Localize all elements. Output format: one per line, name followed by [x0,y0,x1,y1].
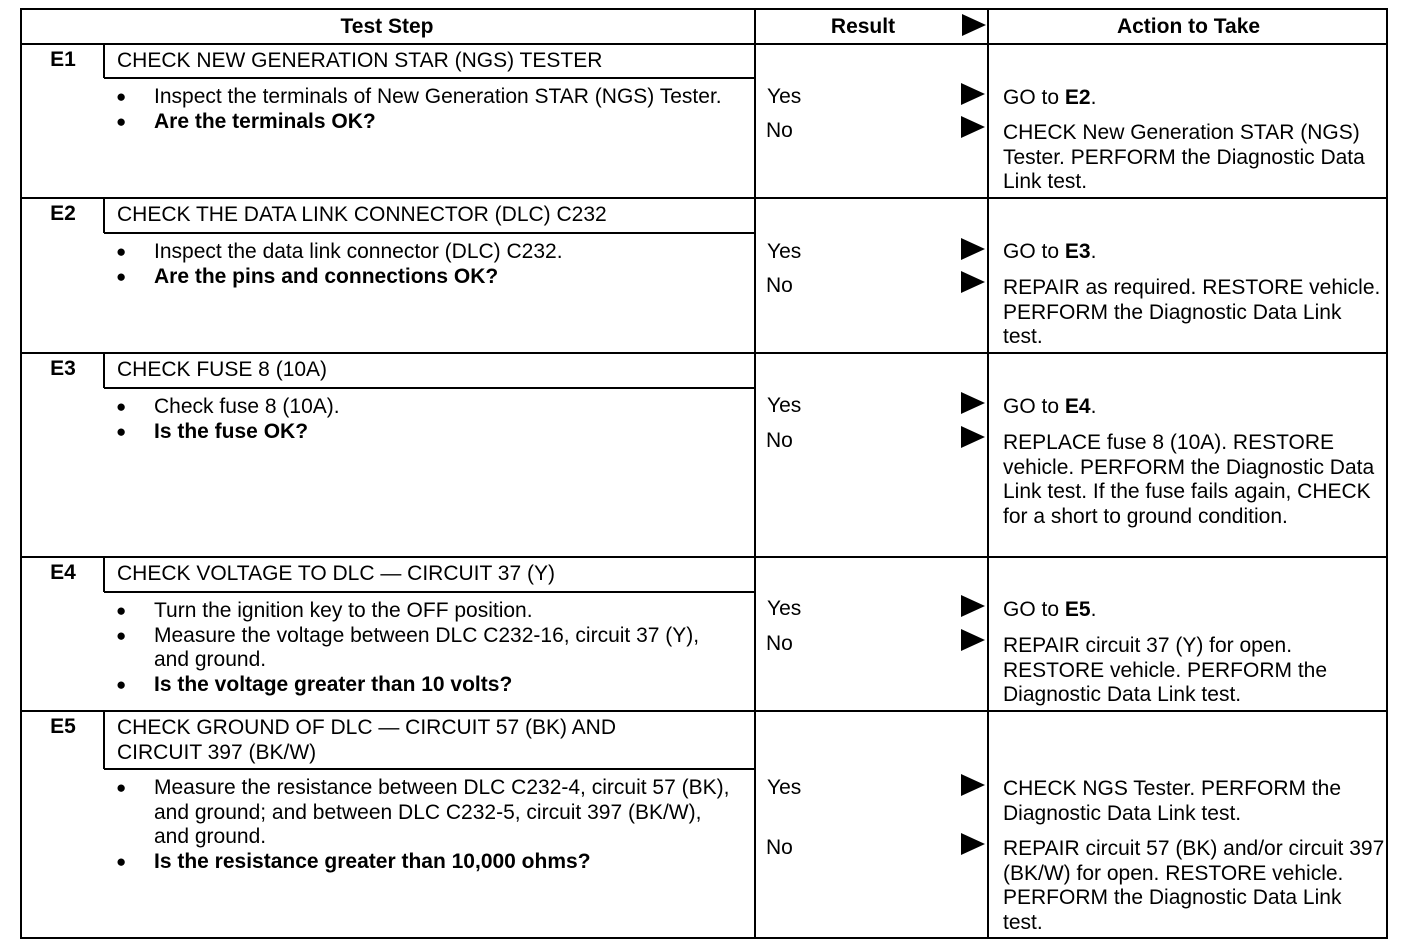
action-yes-step-ref: E3 [1064,240,1091,263]
step-id-e2: E2 [50,202,76,225]
arrow-no-icon [961,271,985,293]
step-title-e4 [117,561,747,586]
arrow-yes-icon [961,83,985,105]
title-divider-e1 [104,77,756,79]
step-question: ● Are the terminals OK? [116,110,736,135]
action-yes-text: CHECK NGS Tester. PERFORM the Diagnostic Data Link test. [1003,777,1342,825]
instruction-item: ● Check fuse 8 (10A). [116,395,736,420]
step-title-line: CHECK VOLTAGE TO DLC — CIRCUIT 37 (Y) [117,562,555,585]
step-instructions-e1 [116,85,736,134]
action-yes-e5 [1003,777,1385,826]
step-instructions-e3 [116,395,736,444]
result-no-e4: No [766,632,793,655]
result-no-e1: No [766,119,793,142]
action-yes-step-ref: E4 [1064,395,1091,418]
result-no-e5: No [766,836,793,859]
action-yes-step-ref: E5 [1064,598,1091,621]
step-title-line: CHECK THE DATA LINK CONNECTOR (DLC) C232 [117,203,607,226]
arrow-yes-icon [961,595,985,617]
column-divider-result [754,8,756,939]
result-no-e3: No [766,429,793,452]
instruction-item: ● Measure the voltage between DLC C232-16, circuit 37 (Y), and ground. [116,624,736,673]
instruction-item: ● Inspect the data link connector (DLC) C232. [116,240,736,265]
action-yes-e1 [1003,86,1385,111]
step-question: ● Are the pins and connections OK? [116,265,736,290]
step-title-line: CHECK FUSE 8 (10A) [117,358,328,381]
instruction-item: ● Turn the ignition key to the OFF position. [116,599,736,624]
arrow-yes-icon [961,774,985,796]
action-yes-text: GO to [1003,395,1060,418]
arrow-no-icon [961,833,985,855]
action-yes-e2 [1003,240,1385,265]
row-divider-e3 [20,556,1388,558]
title-divider-e4 [104,591,756,593]
action-yes-end: . [1090,395,1097,418]
step-id-e5: E5 [50,715,76,738]
step-instructions-e4 [116,599,736,697]
result-yes-e4: Yes [767,597,802,620]
action-no-e5: REPAIR circuit 57 (BK) and/or circuit 397 (BK/W) for open. RESTORE vehicle. PERFORM the Diagnostic Data Link test. [1003,837,1385,934]
step-title-e5 [117,715,747,765]
arrow-yes-icon [961,238,985,260]
result-no-e2: No [766,274,793,297]
action-no-e3: REPLACE fuse 8 (10A). RESTORE vehicle. PERFORM the Diagnostic Data Link test. If the fuse fails again, CHECK for a short to ground condition. [1003,431,1375,528]
result-yes-e1: Yes [767,85,802,108]
title-divider-e3 [104,387,756,389]
step-question: ● Is the voltage greater than 10 volts? [116,673,736,698]
step-title-line: CHECK NEW GENERATION STAR (NGS) TESTER [117,49,603,72]
action-yes-text: GO to [1003,598,1060,621]
action-yes-end: . [1090,598,1097,621]
arrow-no-icon [961,116,985,138]
action-no-e4: REPAIR circuit 37 (Y) for open. RESTORE vehicle. PERFORM the Diagnostic Data Link test. [1003,634,1328,706]
action-no-e2: REPAIR as required. RESTORE vehicle. PERFORM the Diagnostic Data Link test. [1003,276,1381,348]
step-instructions-e2 [116,240,736,289]
step-id-e3: E3 [50,357,76,380]
instruction-item: ● Measure the resistance between DLC C232-4, circuit 57 (BK), and ground; and between DLC C232-5, circuit 397 (BK/W), and ground. [116,776,736,850]
arrow-no-icon [961,629,985,651]
row-divider-e2 [20,352,1388,354]
result-yes-e5: Yes [767,776,802,799]
header-result: Result [830,15,896,38]
arrow-no-icon [961,426,985,448]
action-yes-text: GO to [1003,86,1060,109]
step-title-e3 [117,357,747,382]
action-yes-e4 [1003,598,1385,623]
step-id-e1: E1 [50,48,76,71]
header-action: Action to Take [1116,15,1261,38]
action-yes-end: . [1090,240,1097,263]
header-test-step: Test Step [340,15,434,38]
action-no-e1: CHECK New Generation STAR (NGS) Tester. PERFORM the Diagnostic Data Link test. [1003,121,1365,193]
action-yes-end: . [1090,86,1097,109]
step-title-line: CIRCUIT 397 (BK/W) [117,741,317,764]
arrow-yes-icon [961,392,985,414]
step-id-e4: E4 [50,561,76,584]
step-title-e1 [117,48,747,73]
action-yes-e3 [1003,395,1385,420]
row-divider-e4 [20,710,1388,712]
step-title-e2 [117,202,747,227]
step-question: ● Is the fuse OK? [116,420,736,445]
column-divider-action [987,8,989,939]
action-yes-step-ref: E2 [1064,86,1091,109]
header-arrow-icon [962,14,986,36]
step-instructions-e5 [116,776,736,874]
result-yes-e3: Yes [767,394,802,417]
action-yes-text: GO to [1003,240,1060,263]
title-divider-e2 [104,232,756,234]
title-divider-e5 [104,768,756,770]
row-divider-e1 [20,197,1388,199]
step-question: ● Is the resistance greater than 10,000 ohms? [116,850,736,875]
instruction-item: ● Inspect the terminals of New Generation STAR (NGS) Tester. [116,85,736,110]
step-title-line: CHECK GROUND OF DLC — CIRCUIT 57 (BK) AND [117,716,617,739]
result-yes-e2: Yes [767,240,802,263]
